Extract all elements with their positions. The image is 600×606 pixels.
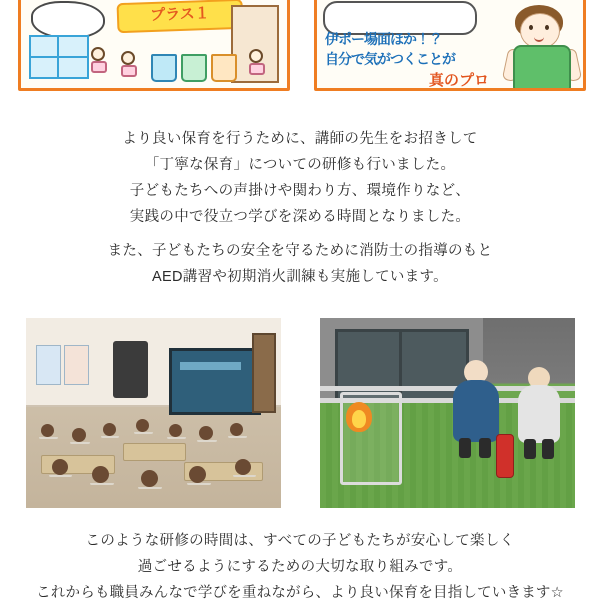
child-figure-icon bbox=[91, 47, 107, 73]
illustration-line2: 自分で気がつくことが bbox=[325, 52, 455, 68]
paragraph-line: 子どもたちへの声掛けや関わり方、環境作りなど、 bbox=[129, 183, 471, 199]
paragraph-training-intro bbox=[0, 126, 600, 230]
bucket-icon bbox=[151, 54, 177, 82]
flame-icon bbox=[346, 402, 372, 432]
bucket-icon bbox=[211, 54, 237, 82]
photo-staff-training-classroom bbox=[26, 318, 281, 508]
speech-cloud-icon bbox=[31, 1, 105, 39]
teacher-figure-icon bbox=[507, 5, 577, 87]
illustration-line1: 伊ポー場面ほか！？ bbox=[325, 32, 442, 48]
staff-figure bbox=[518, 367, 560, 443]
bucket-icon bbox=[181, 54, 207, 82]
child-figure-icon bbox=[121, 51, 137, 77]
paragraph-safety-training bbox=[0, 238, 600, 290]
illustration-strip bbox=[0, 0, 600, 98]
window-icon bbox=[29, 35, 89, 79]
illustration-plus-one bbox=[18, 0, 290, 91]
child-figure-icon bbox=[249, 49, 265, 75]
paragraph-line: また、子どもたちの安全を守るために消防士の指導のもと bbox=[107, 243, 493, 259]
paragraph-line: このような研修の時間は、すべての子どもたちが安心して楽しく bbox=[85, 533, 515, 549]
fire-extinguisher-icon bbox=[496, 434, 514, 478]
illustration-line3: 真のプロ bbox=[429, 71, 490, 89]
instructor-figure bbox=[453, 360, 499, 442]
illustration-title-text: プラス１ bbox=[149, 3, 211, 25]
illustration-true-pro bbox=[314, 0, 586, 91]
paragraph-line: AED講習や初期消火訓練も実施しています。 bbox=[152, 269, 448, 285]
paragraph-closing bbox=[0, 528, 600, 606]
paragraph-line: 実践の中で役立つ学びを深める時間となりました。 bbox=[129, 209, 471, 225]
paragraph-line: より良い保育を行うために、講師の先生をお招きして bbox=[122, 131, 478, 147]
photo-fire-extinguisher-drill bbox=[320, 318, 575, 508]
paragraph-line: これからも職員みんなで学びを重ねながら、より良い保育を目指していきます☆ bbox=[36, 585, 564, 601]
paragraph-line: 「丁寧な保育」についての研修も行いました。 bbox=[144, 157, 456, 173]
paragraph-line: 過ごせるようにするための大切な取り組みです。 bbox=[137, 559, 463, 575]
illustration-title-banner bbox=[117, 0, 244, 33]
